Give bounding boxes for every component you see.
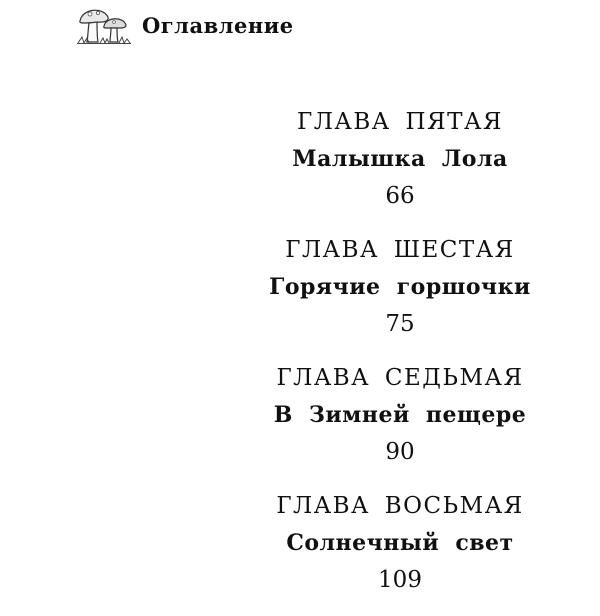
chapter-heading: ГЛАВА ВОСЬМАЯ <box>276 493 524 519</box>
chapter-heading: ГЛАВА СЕДЬМАЯ <box>276 365 524 391</box>
chapter-page-number: 66 <box>385 183 415 209</box>
chapter-heading: ГЛАВА ШЕСТАЯ <box>285 237 515 263</box>
page-header <box>76 4 294 46</box>
page-title: Оглавление <box>142 12 294 38</box>
toc-entry[interactable] <box>260 104 540 215</box>
chapter-title: В Зимней пещере <box>273 402 527 428</box>
chapter-page-number: 109 <box>378 567 422 593</box>
chapter-title: Горячие горшочки <box>269 274 531 300</box>
chapter-heading: ГЛАВА ПЯТАЯ <box>297 109 503 135</box>
mushroom-icon <box>76 4 132 46</box>
chapter-page-number: 90 <box>385 439 415 465</box>
table-of-contents <box>260 104 540 616</box>
chapter-title: Малышка Лола <box>292 146 508 172</box>
toc-entry[interactable] <box>260 488 540 599</box>
toc-entry[interactable] <box>260 360 540 471</box>
chapter-title: Солнечный свет <box>286 530 514 556</box>
chapter-page-number: 75 <box>385 311 415 337</box>
toc-entry[interactable] <box>260 232 540 343</box>
